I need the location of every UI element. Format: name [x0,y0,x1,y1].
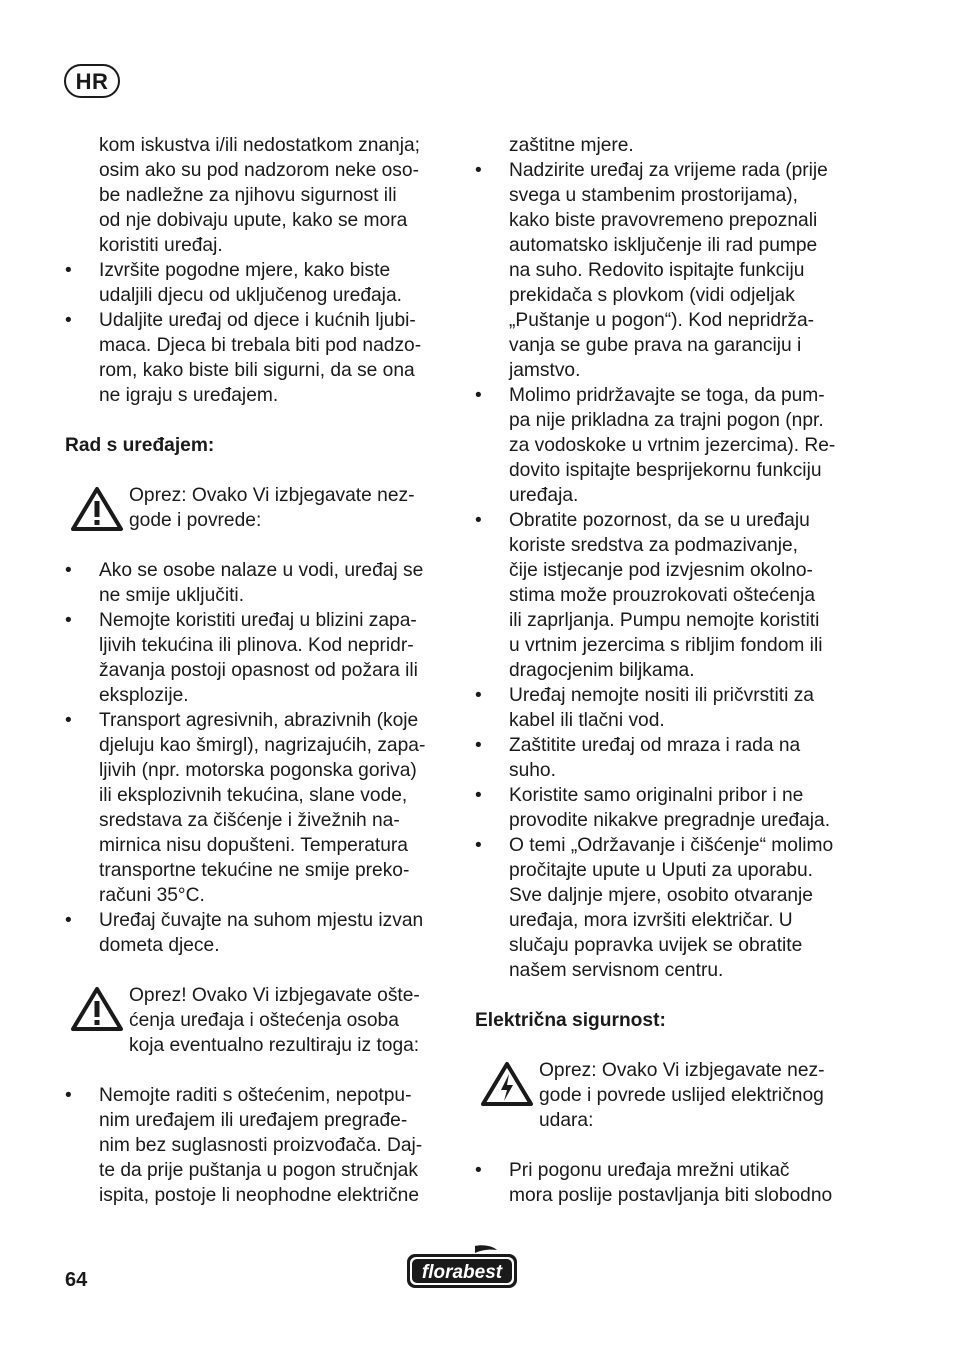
left-column [65,133,451,1208]
warning-text-electrical: Oprez: Ovako Vi izbjegavate nez- gode i povrede uslijed električnog udara: [539,1060,825,1131]
electric-hazard-icon [475,1060,539,1108]
right-bullets-2 [475,1158,865,1208]
list-item: • Obratite pozornost, da se u uređaju koriste sredstva za podmazivanje, čije istjecanje pod izvjesnim okolno- stima može prouzrokovati oštećenja ili zaprljanja. Pumpu nemojte koristiti u vrtnim jezercima s ribljim fondom ili dragocjenim biljkama. [475,508,865,683]
list-item: • Nemojte raditi s oštećenim, nepotpu- nim uređajem ili uređajem pregrađe- nim bez suglasnosti proizvođača. Daj- te da prije puštanja u pogon stručnjak ispita, postoje li neophodne električne [65,1083,451,1208]
warning-block-electrical [475,1058,865,1133]
list-item: • Nadzirite uređaj za vrijeme rada (prije svega u stambenim prostorijama), kako biste pravovremeno prepoznali automatsko isključenje ili rad pumpe na suho. Redovito ispitajte funkciju prekidača s plovkom (vidi odjeljak „Puštanje u pogon“). Kod nepridrža- vanja se gube prava na garanciju i jamstvo. [475,158,865,383]
right-column [475,133,865,1208]
list-item: • Izvršite pogodne mjere, kako biste udaljili djecu od uključenog uređaja. [65,258,451,308]
page-number: 64 [65,1269,88,1291]
list-item: • Nemojte koristiti uređaj u blizini zapa- ljivih tekućina ili plinova. Kod nepridr- žavanja postoji opasnost od požara ili eksplozije. [65,608,451,708]
warning-triangle-icon [65,485,129,533]
list-item: • Ako se osobe nalaze u vodi, uređaj se ne smije uključiti. [65,558,451,608]
list-item: • Koristite samo originalni pribor i ne provodite nikakve pregradnje uređaja. [475,783,865,833]
left-bullets-1 [65,258,451,408]
warning-text-1: Oprez: Ovako Vi izbjegavate nez- gode i povrede: [129,485,415,531]
list-item: • Udaljite uređaj od djece i kućnih ljubi- maca. Djeca bi trebala biti pod nadzo- rom, kako biste bili sigurni, da se ona ne igraju s uređajem. [65,308,451,408]
right-bullets-1 [475,158,865,983]
left-intro: kom iskustva i/ili nedostatkom znanja; osim ako su pod nadzorom neke oso- be nadležne za njihovu sigurnost ili od nje dobivaju upute, kako se mora koristiti uređaj. [99,135,420,256]
left-bullets-2 [65,558,451,958]
florabest-logo [405,1244,519,1290]
list-item: • O temi „Održavanje i čišćenje“ molimo pročitajte upute u Uputi za uporabu. Sve daljnje mjere, osobito otvaranje uređaja, mora izvršiti električar. U slučaju popravka uvijek se obratite našem servisnom centru. [475,833,865,983]
list-item: • Zaštitite uređaj od mraza i rada na suho. [475,733,865,783]
section-heading-work: Rad s uređajem: [65,435,215,456]
warning-block-1 [65,483,451,533]
warning-text-2: Oprez! Ovako Vi izbjegavate ošte- ćenja uređaja i oštećenja osoba koja eventualno rezultiraju iz toga: [129,985,420,1056]
svg-text:florabest: florabest [421,1262,503,1283]
list-item: • Pri pogonu uređaja mrežni utikač mora poslije postavljanja biti slobodno [475,1158,865,1208]
right-intro: zaštitne mjere. [509,135,634,156]
warning-block-2 [65,983,451,1058]
language-badge: HR [64,64,120,98]
section-heading-electrical: Električna sigurnost: [475,1010,666,1031]
warning-triangle-icon [65,985,129,1033]
list-item: • Uređaj nemojte nositi ili pričvrstiti za kabel ili tlačni vod. [475,683,865,733]
list-item: • Transport agresivnih, abrazivnih (koje djeluju kao šmirgl), nagrizajućih, zapa- ljivih (npr. motorska pogonska goriva) ili eksplozivnih tekućina, slane vode, sredstava za čišćenje i živežnih na- mirnica nisu dopušteni. Temperatura transportne tekućine ne smije preko- računi 35°C. [65,708,451,908]
list-item: • Uređaj čuvajte na suhom mjestu izvan dometa djece. [65,908,451,958]
list-item: • Molimo pridržavajte se toga, da pum- pa nije prikladna za trajni pogon (npr. za vodoskoke u vrtnim jezercima). Re- dovito ispitajte besprijekornu funkciju uređaja. [475,383,865,508]
left-bullets-3 [65,1083,451,1208]
